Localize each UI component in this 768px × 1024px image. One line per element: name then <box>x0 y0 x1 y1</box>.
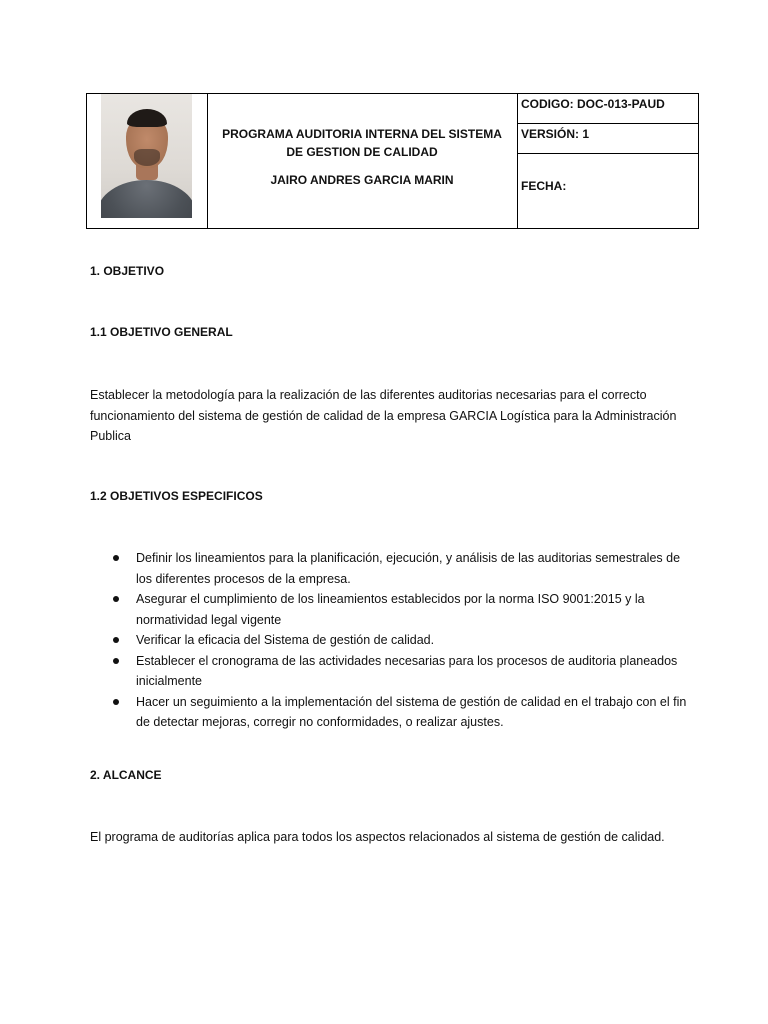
list-item: Asegurar el cumplimiento de los lineamientos establecidos por la norma ISO 9001:2015 y la normatividad legal vigente <box>90 589 690 630</box>
bullet-icon <box>113 658 119 664</box>
photo-cell <box>87 94 208 228</box>
objetivo-heading: 1. OBJETIVO <box>90 264 165 278</box>
document-title: PROGRAMA AUDITORIA INTERNA DEL SISTEMA DE GESTION DE CALIDAD <box>222 127 502 159</box>
objetivos-especificos-heading: 1.2 OBJETIVOS ESPECIFICOS <box>90 489 263 503</box>
objetivos-especificos-list <box>90 548 690 733</box>
header-table <box>86 93 699 229</box>
document-author: JAIRO ANDRES GARCIA MARIN <box>270 173 454 187</box>
title-cell <box>207 94 518 228</box>
objetivo-general-heading: 1.1 OBJETIVO GENERAL <box>90 325 233 339</box>
version-field: VERSIÓN: 1 <box>517 124 698 154</box>
list-item: Establecer el cronograma de las actividades necesarias para los procesos de auditoria planeados inicialmente <box>90 651 690 692</box>
bullet-icon <box>113 596 119 602</box>
bullet-icon <box>113 699 119 705</box>
list-item: Definir los lineamientos para la planificación, ejecución, y análisis de las auditorias semestrales de los diferentes procesos de la empresa. <box>90 548 690 589</box>
author-photo <box>101 94 192 218</box>
alcance-text: El programa de auditorías aplica para todos los aspectos relacionados al sistema de gestión de calidad. <box>90 830 665 844</box>
alcance-heading: 2. ALCANCE <box>90 768 162 782</box>
meta-cell <box>517 94 698 228</box>
fecha-field: FECHA: <box>521 179 567 193</box>
list-item: Hacer un seguimiento a la implementación del sistema de gestión de calidad en el trabajo con el fin de detectar mejoras, corregir no conformidades, o realizar ajustes. <box>90 692 690 733</box>
bullet-icon <box>113 555 119 561</box>
list-item: Verificar la eficacia del Sistema de gestión de calidad. <box>90 630 690 651</box>
codigo-field: CODIGO: DOC-013-PAUD <box>517 94 698 124</box>
bullet-icon <box>113 637 119 643</box>
objetivo-general-text: Establecer la metodología para la realización de las diferentes auditorias necesarias para el correcto funcionamiento del sistema de gestión de calidad de la empresa GARCIA Logística para la Administración Publica <box>90 388 677 443</box>
